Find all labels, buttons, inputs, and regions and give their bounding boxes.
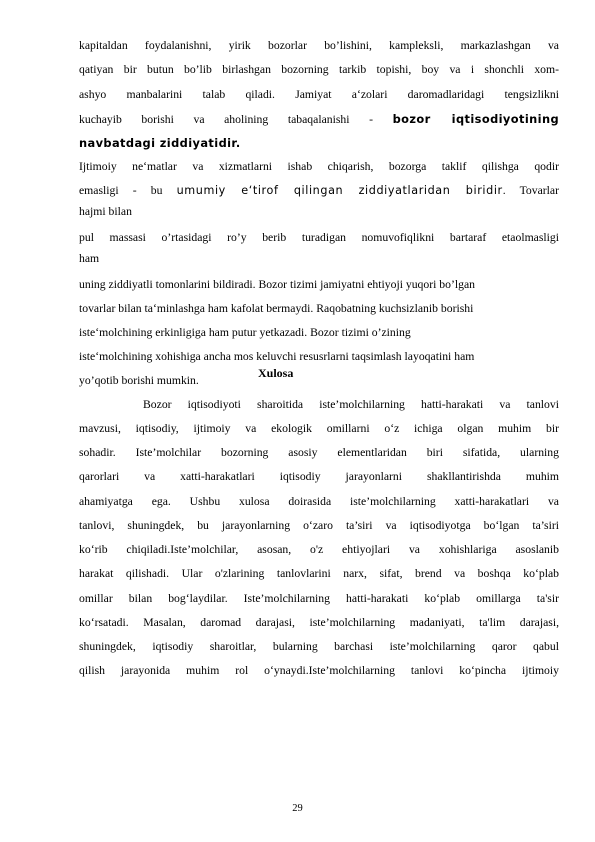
text-fragment: emasligi - bu	[79, 184, 163, 197]
body-line: mavzusi, iqtisodiy, ijtimoiy va ekologik omillarni o‘z ichiga olgan muhim bir	[79, 422, 559, 435]
text-line: tovarlar bilan ta‘minlashga ham kafolat bermaydi. Raqobatning kuchsizlanib borishi	[79, 302, 474, 315]
emphasized-phrase: navbatdagi ziddiyatidir.	[79, 136, 241, 150]
section-heading: Xulosa	[258, 366, 294, 380]
text-line: ham	[79, 252, 100, 265]
body-line: ko‘rsatadi. Masalan, daromad darajasi, iste’molchilarning madaniyati, ta'lim darajasi,	[79, 616, 559, 629]
emphasized-phrase: bozor iqtisodiyotining	[392, 112, 560, 126]
body-line: shuningdek, iqtisodiy sharoitlar, bularning barchasi iste’molchilarning qaror qabul	[79, 640, 559, 653]
body-line: tanlovi, shuningdek, bu jarayonlarning o‘zaro ta’siri va iqtisodiyotga bo‘lgan ta’siri	[79, 519, 559, 532]
text-line: kapitaldan foydalanishni, yirik bozorlar bo’lishini, kampleksli, markazlashgan va	[79, 39, 559, 52]
body-line: ko‘rib chiqiladi.Iste’molchilar, asosan, o'z ehtiyojlari va xohishlariga asoslanib	[79, 543, 559, 556]
body-line: Bozor iqtisodiyoti sharoitida iste’molchilarning hatti-harakati va tanlovi	[143, 398, 559, 411]
text-line: ashyo manbalarini talab qiladi. Jamiyat a‘zolari daromadlaridagi tengsizlikni	[79, 88, 559, 101]
body-line: sohadir. Iste’molchilar bozorning asosiy elementlaridan biri sifatida, ularning	[79, 446, 559, 459]
emphasized-phrase: umumiy e‘tirof qilingan ziddiyatlaridan biridir	[176, 184, 503, 197]
text-line	[79, 131, 559, 156]
body-line: omillar bilan bog‘laydilar. Iste’molchilarning hatti-harakati ko‘plab omillarga ta'sir	[79, 592, 559, 605]
body-line: qarorlari va xatti-harakatlari iqtisodiy jarayonlarni shakllantirishda muhim	[79, 470, 559, 483]
text-line: iste‘molchining erkinligiga ham putur yetkazadi. Bozor tizimi o’zining	[79, 326, 411, 339]
body-line: ahamiyatga ega. Ushbu xulosa doirasida iste’molchilarning xatti-harakatlari va	[79, 495, 559, 508]
text-line: yo’qotib borishi mumkin.	[79, 374, 199, 387]
text-line: pul massasi o’rtasidagi ro’y berib turadigan nomuvofiqlikni bartaraf etaolmasligi	[79, 231, 559, 244]
body-line: harakat qilishadi. Ular o'zlarining tanlovlarini narx, sifat, brend va boshqa ko‘plab	[79, 567, 559, 580]
text-line	[79, 107, 559, 132]
text-line: uning ziddiyatli tomonlarini bildiradi. Bozor tizimi jamiyatni ehtiyoji yuqori bo’lgan	[79, 278, 476, 291]
text-line: iste‘molchining xohishiga ancha mos keluvchi resusrlarni taqsimlash layoqatini ham	[79, 350, 475, 363]
text-fragment: kuchayib borishi va aholining tabaqalanishi -	[79, 113, 373, 126]
body-line: qilish jarayonida muhim rol o‘ynaydi.Iste’molchilarning tanlovi ko‘pincha ijtimoiy	[79, 664, 559, 677]
text-line: Ijtimoiy ne‘matlar va xizmatlarni ishab chiqarish, bozorga taklif qilishga qodir	[79, 160, 559, 173]
text-fragment: . Tovarlar	[502, 184, 559, 197]
text-line: qatiyan bir butun bo’lib birlashgan bozorning tarkib topishi, boy va i shonchli xom-	[79, 63, 559, 76]
text-line: hajmi bilan	[79, 205, 132, 218]
page-number: 29	[292, 803, 303, 814]
